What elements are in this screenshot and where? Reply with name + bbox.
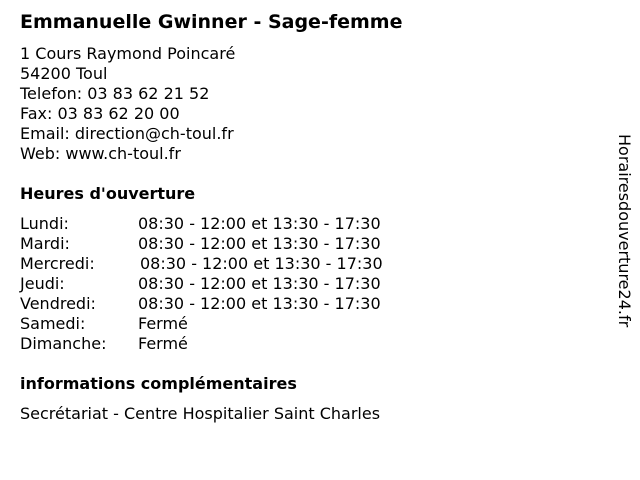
hours-row-wednesday [20, 254, 440, 274]
day-label: Jeudi: [20, 274, 65, 293]
address-city: 54200 Toul [20, 64, 108, 83]
day-hours: 08:30 - 12:00 et 13:30 - 17:30 [138, 274, 381, 293]
hours-row-tuesday [20, 234, 440, 254]
hours-row-friday [20, 294, 440, 314]
day-label: Mardi: [20, 234, 70, 253]
day-hours: Fermé [138, 314, 188, 333]
day-hours: 08:30 - 12:00 et 13:30 - 17:30 [140, 254, 383, 273]
additional-info-heading: informations complémentaires [20, 374, 297, 393]
day-hours: 08:30 - 12:00 et 13:30 - 17:30 [138, 214, 381, 233]
hours-row-monday [20, 214, 440, 234]
email-address: Email: direction@ch-toul.fr [20, 124, 234, 143]
opening-hours-heading: Heures d'ouverture [20, 184, 196, 203]
day-label: Dimanche: [20, 334, 107, 353]
additional-info-text: Secrétariat - Centre Hospitalier Saint Charles [20, 404, 381, 423]
hours-row-saturday [20, 314, 440, 334]
hours-row-thursday [20, 274, 440, 294]
day-hours: Fermé [138, 334, 188, 353]
day-label: Vendredi: [20, 294, 96, 313]
address-street: 1 Cours Raymond Poincaré [20, 44, 236, 63]
day-hours: 08:30 - 12:00 et 13:30 - 17:30 [138, 294, 381, 313]
website-address: Web: www.ch-toul.fr [20, 144, 181, 163]
day-label: Mercredi: [20, 254, 95, 273]
day-label: Samedi: [20, 314, 86, 333]
watermark-brand: Horairesdouverture24.fr [615, 134, 634, 328]
hours-row-sunday [20, 334, 440, 354]
phone-number: Telefon: 03 83 62 21 52 [20, 84, 210, 103]
fax-number: Fax: 03 83 62 20 00 [20, 104, 180, 123]
day-hours: 08:30 - 12:00 et 13:30 - 17:30 [138, 234, 381, 253]
page-title: Emmanuelle Gwinner - Sage-femme [20, 11, 403, 33]
day-label: Lundi: [20, 214, 69, 233]
